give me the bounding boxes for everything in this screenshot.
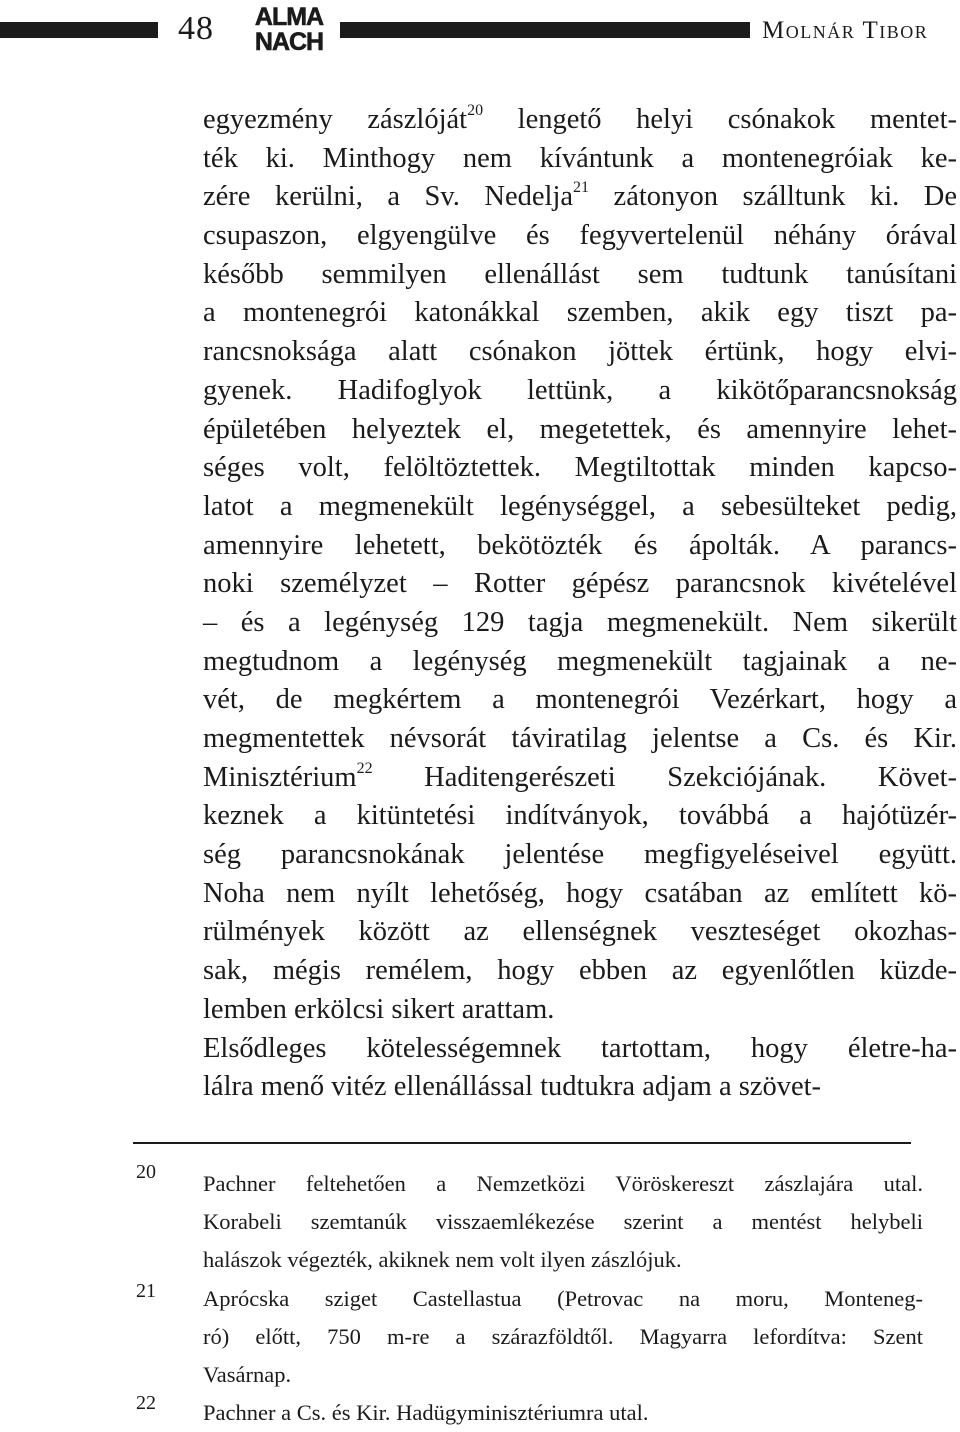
body-line [203,1030,957,1069]
body-line-text: ség parancsnokának jelentése megfigyeléseivel együtt. [203,839,957,871]
body-line-text: rülmények között az ellenségnek veszteséget okozhas- [203,916,957,948]
header-bar-right [340,22,750,38]
footnote-number: 21 [136,1280,156,1302]
body-line [203,913,957,952]
body-line [203,217,957,256]
body-line-text: csupaszon, elgyengülve és fegyvertelenül néhány órával [203,220,957,252]
body-line-text: lengető helyi csónakok mentet- [483,104,957,135]
footnote-rule [133,1142,911,1144]
body-line-text: ték ki. Minthogy nem kívántunk a montenegróiak ke- [203,142,957,174]
body-line-text: séges volt, felöltöztettek. Megtiltottak minden kapcso- [203,452,957,484]
header-bar-left [0,22,158,38]
body-line [203,449,957,488]
body-line-text: lemben erkölcsi sikert arattam. [203,993,555,1025]
footnote-number: 20 [136,1161,156,1183]
body-line-text: Noha nem nyílt lehetőség, hogy csatában az említett kö- [203,877,957,909]
body-line [203,720,957,759]
body-line-text: a montenegrói katonákkal szemben, akik egy tiszt pa- [203,297,957,329]
body-line [203,411,957,450]
body-line [203,604,957,643]
footnote-line: Vasárnap. [203,1362,292,1388]
body-line-text: Elsődleges kötelességemnek tartottam, hogy életre-ha- [203,1032,957,1064]
body-line-text: keznek a kitüntetési indítványok, továbbá a hajótüzér- [203,800,957,832]
footnote-line: Pachner a Cs. és Kir. Hadügyminisztériumra utal. [203,1400,649,1425]
footnote-line: Aprócska sziget Castellastua (Petrovac na moru, Monteneg- [203,1286,923,1311]
author-name: Molnár Tibor [762,17,929,44]
body-line [203,797,957,836]
body-line-text: vét, de megkértem a montenegrói Vezérkart, hogy a [203,684,957,716]
footnote-line: ró) előtt, 750 m-re a szárazföldtől. Magyarra lefordítva: Szent [203,1324,923,1350]
body-line [203,875,957,914]
body-line [203,1068,957,1107]
body-line-text: sak, mégis remélem, hogy ebben az egyenlőtlen küzde- [203,955,957,987]
footnote-text [203,1394,923,1432]
body-text [203,101,957,1107]
body-line [203,256,957,295]
footnote-ref: 20 [467,102,484,119]
body-line [203,527,957,566]
body-line [203,372,957,411]
body-line-text: zátonyon szálltunk ki. De [589,181,958,213]
body-line [203,140,957,179]
footnote-line: Korabeli szemtanúk visszaemlékezése szerint a mentést helybeli [203,1209,923,1235]
body-line-text: amennyire lehetett, bekötözték és ápolták. A parancs- [203,529,957,561]
body-line-text: noki személyzet – Rotter gépész parancsnok kivételével [203,568,957,600]
body-line [203,759,957,798]
body-line-text: rancsnoksága alatt csónakon jöttek értünk, hogy elvi- [203,336,957,368]
body-line [203,178,957,217]
body-line [203,488,957,527]
body-line-text: megmentettek névsorát táviratilag jelentse a Cs. és Kir. [203,723,957,754]
footnote-text [203,1165,923,1280]
body-line [203,952,957,991]
body-line [203,101,957,140]
body-line [203,294,957,333]
body-line [203,565,957,604]
body-line-text: gyenek. Hadifoglyok lettünk, a kikötőparancsnokság [203,374,957,406]
body-line-text: – és a legénység 129 tagja megmenekült. Nem sikerült [203,606,957,638]
body-line-text: latot a megmenekült legénységgel, a sebesülteket pedig, [203,490,957,522]
footnote-ref: 21 [573,179,590,197]
body-line [203,643,957,682]
footnote-text [203,1280,923,1395]
body-line-text: lálra menő vitéz ellenállással tudtukra adjam a szövet- [203,1071,822,1103]
body-line [203,681,957,720]
footnote-number: 22 [136,1392,156,1414]
footnote-line: Pachner feltehetően a Nemzetközi Vöröskereszt zászlajára utal. [203,1171,923,1196]
body-line [203,836,957,875]
body-line-text: Minisztérium [203,761,357,793]
footnote-line: halászok végezték, akiknek nem volt ilyen zászlójuk. [203,1247,682,1273]
body-line [203,991,957,1030]
body-line-text: zére kerülni, a Sv. Nedelja [203,181,574,213]
body-line [203,333,957,372]
logo-line-2: NACH [254,28,324,54]
body-line-text: Haditengerészeti Szekciójának. Követ- [372,761,957,793]
body-line-text: épületében helyeztek el, megetettek, és amennyire lehet- [203,413,957,445]
footnote-ref: 22 [356,759,373,777]
almanach-logo [244,2,334,54]
logo-line-1: ALMA [254,3,324,31]
body-line-text: megtudnom a legénység megmenekült tagjainak a ne- [203,645,957,677]
body-line-text: később semmilyen ellenállást sem tudtunk tanúsítani [203,258,957,290]
body-line-text: egyezmény zászlóját [203,104,468,135]
page-number: 48 [178,10,214,47]
